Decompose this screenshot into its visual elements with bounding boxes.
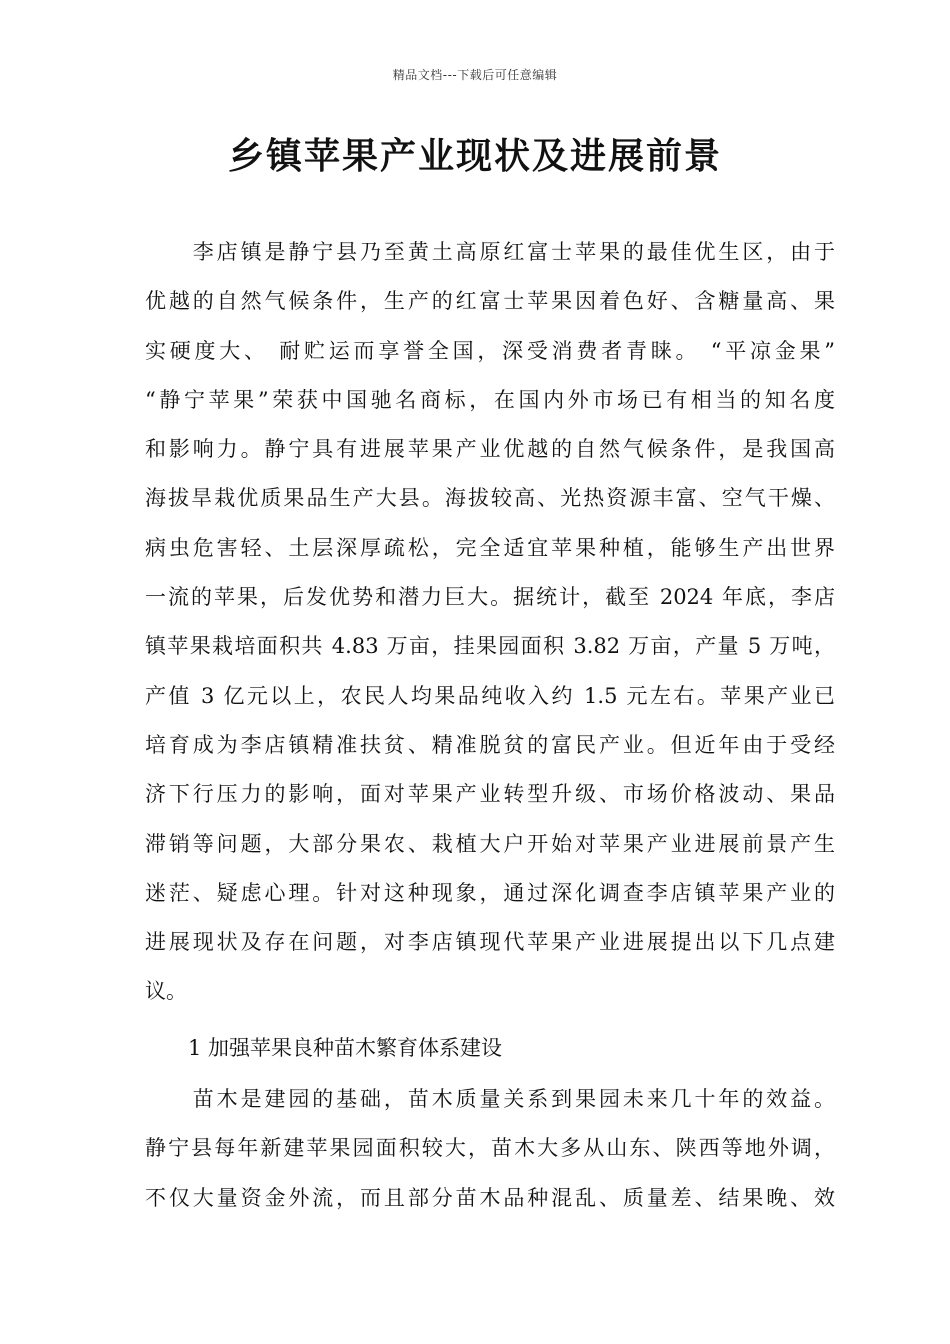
paragraph-line: 病虫危害轻、土层深厚疏松，完全适宜苹果种植，能够生产出世界 (145, 535, 835, 560)
paragraph-line: 不仅大量资金外流，而且部分苗木品种混乱、质量差、结果晚、效 (145, 1185, 835, 1210)
paragraph-line: 优越的自然气候条件，生产的红富士苹果因着色好、含糖量高、果 (145, 289, 835, 314)
header-note: 精品文档---下载后可任意编辑 (392, 68, 558, 82)
paragraph-line: 议。 (145, 979, 187, 1004)
paragraph-line: 苗木是建园的基础，苗木质量关系到果园未来几十年的效益。 (145, 1087, 835, 1111)
paragraph-line: 镇苹果栽培面积共 4.83 万亩，挂果园面积 3.82 万亩，产量 5 万吨， (145, 634, 835, 659)
paragraph-line: 培育成为李店镇精准扶贫、精准脱贫的富民产业。但近年由于受经 (145, 732, 835, 757)
section-heading: 1 加强苹果良种苗木繁育体系建设 (188, 1036, 503, 1060)
paragraph-line: 李店镇是静宁县乃至黄土高原红富士苹果的最佳优生区，由于 (145, 240, 835, 264)
paragraph-line: 一流的苹果，后发优势和潜力巨大。据统计，截至 2024 年底，李店 (145, 585, 835, 610)
paragraph-line: 实硬度大、 耐贮运而享誉全国，深受消费者青睐。 “平凉金果” (145, 338, 835, 363)
paragraph-line: 静宁县每年新建苹果园面积较大，苗木大多从山东、陕西等地外调， (145, 1136, 835, 1161)
paragraph-seedlings (145, 1075, 835, 1223)
paragraph-line: 滞销等问题，大部分果农、栽植大户开始对苹果产业进展前景产生 (145, 831, 835, 856)
paragraph-line: 迷茫、疑虑心理。针对这种现象，通过深化调查李店镇苹果产业的 (145, 880, 835, 905)
paragraph-line: 济下行压力的影响，面对苹果产业转型升级、市场价格波动、果品 (145, 782, 835, 807)
paragraph-line: 和影响力。静宁具有进展苹果产业优越的自然气候条件，是我国高 (145, 437, 835, 462)
document-title: 乡镇苹果产业现状及进展前景 (227, 136, 722, 177)
paragraph-intro (145, 228, 835, 1017)
paragraph-line: 进展现状及存在问题，对李店镇现代苹果产业进展提出以下几点建 (145, 930, 835, 955)
paragraph-line: 产值 3 亿元以上，农民人均果品纯收入约 1.5 元左右。苹果产业已 (145, 683, 835, 708)
paragraph-line: 海拔旱栽优质果品生产大县。海拔较高、光热资源丰富、空气干燥、 (145, 486, 835, 511)
paragraph-line: “静宁苹果”荣获中国驰名商标，在国内外市场已有相当的知名度 (145, 387, 835, 412)
